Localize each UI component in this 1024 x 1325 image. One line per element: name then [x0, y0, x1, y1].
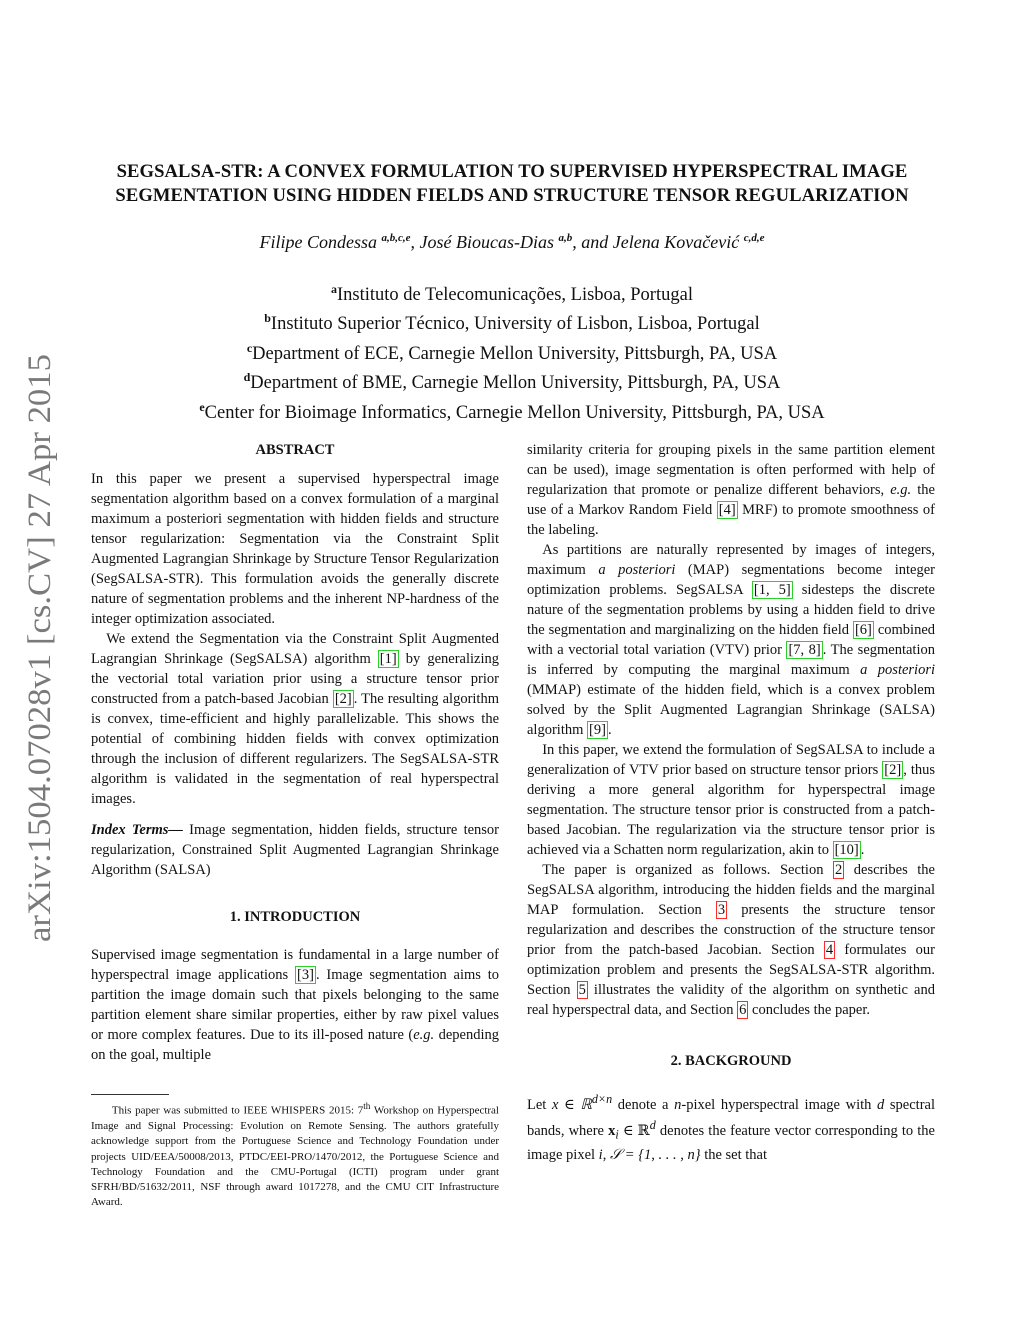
math-inline: d [877, 1096, 885, 1113]
math-inline: i [615, 1127, 619, 1142]
footnote-sup: th [363, 1101, 371, 1111]
text-run: the set that [700, 1146, 768, 1163]
text-run: similarity criteria for grouping pixels in the same partition element can be used), image segmentation is often performed with help of regularization that promote or penalize different behaviors, [527, 442, 935, 498]
affiliation-mark: a [331, 282, 338, 296]
affiliation-text: Instituto de Telecomunicações, Lisboa, Portugal [337, 285, 693, 306]
text-run: denote a [612, 1096, 675, 1113]
footnote-rule [91, 1094, 169, 1095]
section-link[interactable]: 2 [835, 862, 843, 878]
abstract-heading: ABSTRACT [255, 442, 335, 458]
section-link[interactable]: 4 [825, 942, 834, 958]
footnote-text: Workshop on Hyperspectral Image and Signal Processing: Evolution on Remote Sensing. The authors gratefully acknowledge support from the Portuguese Science and Technology Foundation under projects UID/EEA/50008/2013, PTDC/EEI-PRO/1470/2012, the Portuguese Science and Technology Foundation and the CMU-Portugal (ICTI) program under grant SFRH/BD/51632/2011, NSF through award 1017278, and the CMU CIT Infrastructure Award. [91, 1104, 499, 1209]
affiliation-mark: b [264, 311, 271, 326]
math-inline: x ∈ ℝ [551, 1096, 592, 1113]
title-line-2: SEGMENTATION USING HIDDEN FIELDS AND STRUCTURE TENSOR REGULARIZATION [115, 185, 909, 206]
affiliation-list [90, 278, 934, 425]
math-inline: ∈ ℝ [618, 1122, 650, 1139]
text-run: The paper is organized as follows. Section [542, 862, 833, 878]
affiliation-mark: d [243, 370, 251, 385]
math-inline: d [649, 1117, 656, 1132]
text-run: combined with a vectorial total variation (VTV) prior [527, 622, 936, 658]
text-run: spectral bands, where [527, 1096, 935, 1139]
text-run: a posteriori [598, 562, 676, 578]
left-column [91, 440, 499, 1065]
affiliation-line [90, 278, 934, 307]
author-name: Jelena Kovačević [612, 232, 740, 252]
text-run: a posteriori [860, 662, 936, 678]
author-name: Filipe Condessa [259, 232, 378, 252]
text-run: We extend the Segmentation via the Constraint Split Augmented Lagrangian Shrinkage (SegSALSA) algorithm [91, 631, 499, 667]
text-run: In this paper, we extend the formulation of SegSALSA to include a generalization of VTV prior based on structure tensor priors [527, 742, 935, 778]
text-run: denotes the feature vector corresponding to the image pixel [527, 1122, 935, 1163]
math-inline: i [598, 1146, 603, 1163]
text-run: Let [527, 1096, 552, 1113]
text-run: , [602, 1146, 610, 1163]
introduction-heading: 1. INTRODUCTION [229, 909, 361, 925]
text-run: . Image segmentation aims to partition the image domain such that pixels belonging to the same partition element share similar properties, either by raw pixel values or more complex features. Due to its ill-posed nature ( [91, 967, 499, 1043]
abstract-paragraph-1: In this paper we present a supervised hyperspectral image segmentation algorithm based on a convex formulation of a marginal maximum a posteriori segmentation with hidden fields and structure tensor regularization: Segmentation via the Constraint Split Augmented Lagrangian Shrinkage by Structure Tensor Regularization (SegSALSA-STR). This formulation avoids the generally discrete nature of segmentation problems and the inherent NP-hardness of the integer optimization associated. [91, 471, 499, 627]
citation-link[interactable]: [9] [589, 722, 606, 738]
citation-link[interactable]: [1] [379, 651, 397, 667]
text-run: illustrates the validity of the algorithm on synthetic and real hyperspectral data, and Section [527, 982, 935, 1018]
author-separator: , and [572, 232, 613, 252]
section-link[interactable]: 6 [739, 1002, 747, 1018]
intro-paragraph-2 [527, 540, 935, 740]
math-inline: d×n [591, 1092, 613, 1106]
affiliation-text: Department of BME, Carnegie Mellon University, Pittsburgh, PA, USA [250, 373, 781, 394]
affiliation-text: Instituto Superior Técnico, University of Lisbon, Lisboa, Portugal [270, 314, 760, 335]
text-run: Supervised image segmentation is fundamental in a large number of hyperspectral image applications [91, 947, 499, 983]
text-run: e.g. [890, 482, 912, 498]
affiliation-line [90, 337, 934, 366]
arxiv-stamp [6, 352, 61, 942]
citation-link[interactable]: [6] [854, 622, 872, 638]
text-run: As partitions are naturally represented by images of integers, maximum [527, 542, 935, 578]
author-affil-marks: a,b [558, 232, 573, 244]
arxiv-id: arXiv:1504.07028v1 [cs.CV] 27 Apr 2015 [22, 382, 58, 942]
text-run: by generalizing the vectorial total variation prior using a structure tensor prior constructed from a patch-based Jacobian [91, 651, 499, 707]
math-inline: 𝒮 = {1, . . . , n} [609, 1146, 701, 1163]
affiliation-text: Center for Bioimage Informatics, Carnegie Mellon University, Pittsburgh, PA, USA [204, 402, 825, 423]
citation-link[interactable]: [10] [834, 842, 859, 858]
paper-title [70, 160, 954, 208]
intro-paragraph-3 [527, 740, 935, 860]
text-run: . [860, 842, 865, 858]
intro-paragraph-4 [527, 860, 935, 1020]
author-name: José Bioucas-Dias [419, 232, 555, 252]
text-run: sidesteps the discrete nature of the segmentation problems by using a hidden field to drive the segmentation and marginalizing on the hidden field [527, 582, 935, 638]
affiliation-line [90, 307, 934, 336]
text-run: , thus deriving a more general algorithm for hyperspectral image segmentation. The structure tensor prior is constructed from a patch-based Jacobian. The regularization via the structure tensor prior is achieved via a Schatten norm regularization, akin to [527, 762, 936, 858]
abstract-paragraph-2 [91, 629, 499, 809]
right-column [527, 440, 935, 1165]
index-terms-label: Index Terms— [91, 822, 183, 838]
author-separator: , [410, 232, 420, 252]
text-run: formulates our optimization problem and presents the SegSALSA-STR algorithm. Section [527, 942, 935, 998]
background-paragraph-1 [527, 1089, 935, 1165]
math-inline: n [674, 1096, 682, 1113]
citation-link[interactable]: [3] [297, 967, 314, 983]
section-link[interactable]: 3 [717, 902, 726, 918]
footnote [91, 1099, 499, 1211]
citation-link[interactable]: [1, 5] [753, 582, 791, 598]
affiliation-text: Department of ECE, Carnegie Mellon University, Pittsburgh, PA, USA [252, 344, 778, 365]
math-inline: x [608, 1122, 616, 1139]
text-run: . The segmentation is inferred by computing the marginal maximum [527, 642, 935, 678]
text-run: concludes the paper. [748, 1002, 871, 1018]
citation-link[interactable]: [7, 8] [788, 642, 821, 658]
text-run: presents the structure tensor regularization and describes the construction of the structure tensor prior from the patch-based Jacobian. Section [527, 902, 935, 958]
text-run: (MAP) segmentations become integer optimization problems. SegSALSA [527, 562, 935, 598]
footnote-text: This paper was submitted to IEEE WHISPERS 2015: 7 [111, 1104, 364, 1117]
text-run: describes the SegSALSA algorithm, introducing the hidden fields and the marginal MAP formulation. Section [527, 862, 935, 918]
index-terms-text: Image segmentation, hidden fields, structure tensor regularization, Constrained Split Augmented Lagrangian Shrinkage Algorithm (SALSA) [91, 822, 500, 878]
author-affil-marks: a,b,c,e [381, 232, 411, 244]
affiliation-mark: c [246, 340, 253, 355]
background-heading: 2. BACKGROUND [670, 1053, 792, 1069]
index-terms [91, 820, 499, 880]
citation-link[interactable]: [4] [718, 502, 736, 518]
text-run: e.g. [413, 1027, 435, 1043]
intro-paragraph-1-cont [527, 440, 935, 540]
affiliation-line [90, 366, 934, 395]
citation-link[interactable]: [2] [334, 691, 352, 707]
text-run: . The resulting algorithm is convex, time-efficient and highly parallelizable. This shows the potential of combining hidden fields with convex optimization through the inclusion of different regularizers. The SegSALSA-STR algorithm is validated in the segmentation of real hyperspectral images. [91, 691, 499, 807]
text-run: the use of a Markov Random Field [527, 482, 935, 518]
affiliation-line [90, 396, 934, 425]
affiliation-mark: e [199, 399, 205, 414]
text-run: -pixel hyperspectral image with [681, 1096, 878, 1113]
text-run: . [607, 722, 612, 738]
section-link[interactable]: 5 [578, 982, 586, 998]
citation-link[interactable]: [2] [884, 762, 902, 778]
text-run: MRF) to promote smoothness of the labeling. [527, 502, 935, 538]
author-list [90, 232, 934, 253]
author-affil-marks: c,d,e [743, 232, 765, 244]
text-run: depending on the goal, multiple [91, 1027, 499, 1063]
text-run: (MMAP) estimate of the hidden field, which is a convex problem solved by the Split Augmented Lagrangian Shrinkage (SALSA) algorithm [527, 682, 935, 738]
intro-paragraph-1 [91, 945, 499, 1065]
title-line-1: SEGSALSA-STR: A CONVEX FORMULATION TO SUPERVISED HYPERSPECTRAL IMAGE [116, 161, 908, 182]
